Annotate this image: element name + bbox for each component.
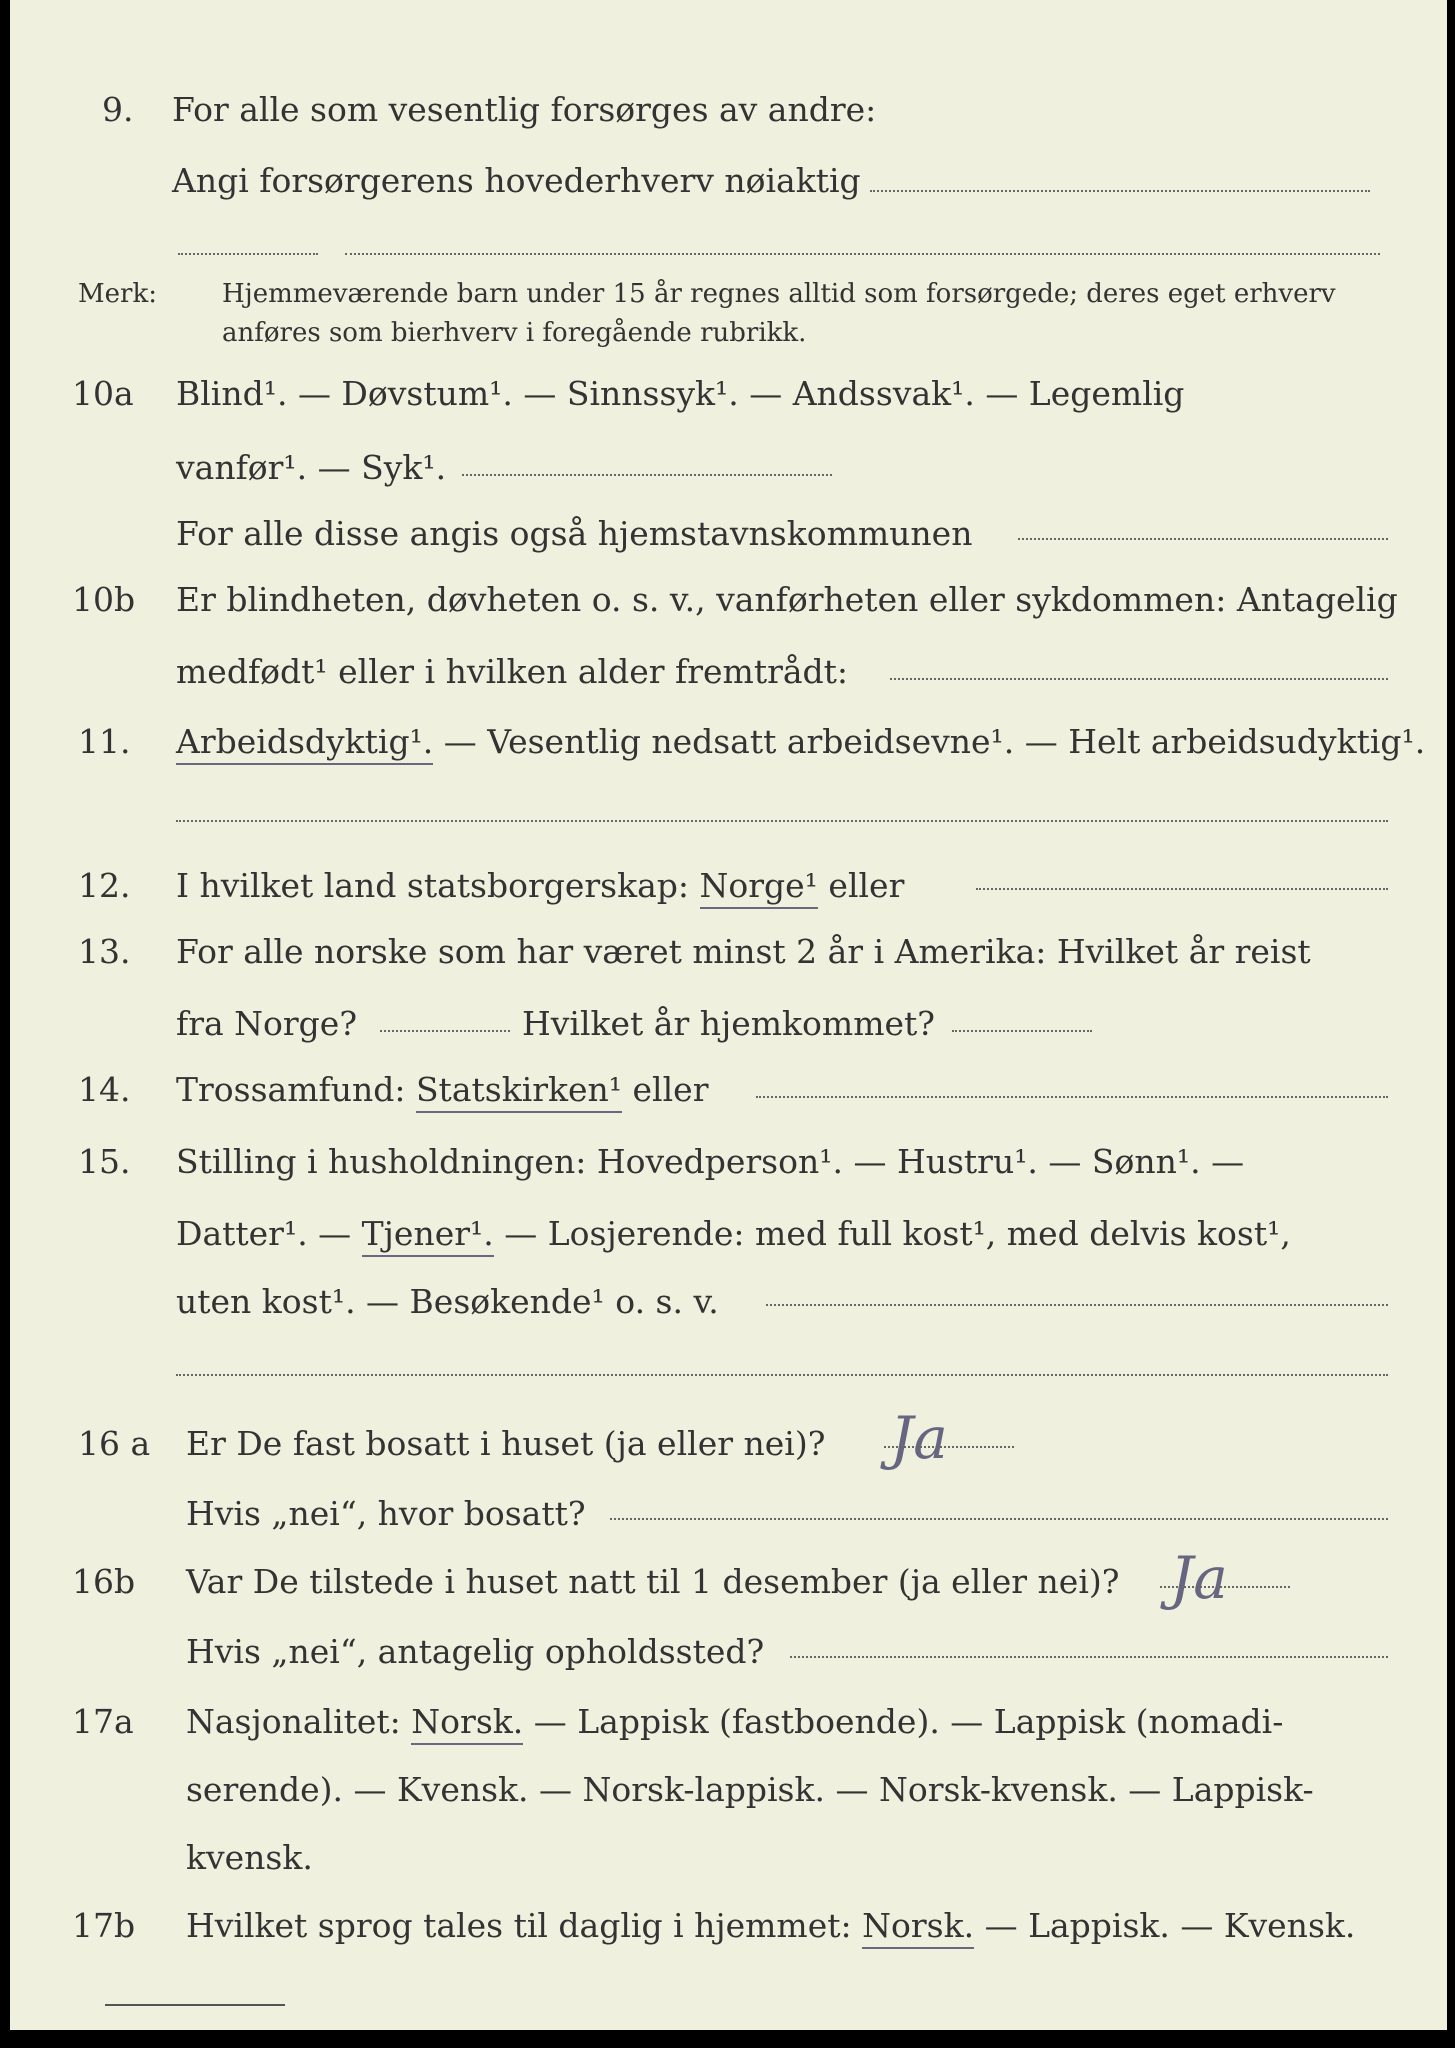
q17b-option-norsk[interactable]: Norsk.	[862, 1906, 974, 1949]
q16b-answer-line[interactable]	[1160, 1586, 1290, 1588]
q15-line2	[176, 1214, 1291, 1254]
q15-line1: Stilling i husholdningen: Hovedperson¹. — Hustru¹. — Sønn¹. —	[176, 1142, 1245, 1181]
q17a-option-norsk[interactable]: Norsk.	[411, 1702, 523, 1745]
q10b-line1: Er blindheten, døvheten o. s. v., vanførheten eller sykdommen: Antagelig	[176, 580, 1398, 619]
q16b-line1: Var De tilstede i huset natt til 1 desember (ja eller nei)?	[186, 1562, 1120, 1601]
q13-line1: For alle norske som har været minst 2 år i Amerika: Hvilket år reist	[176, 932, 1311, 971]
q16a-number: 16 a	[78, 1424, 151, 1463]
q16a-line2: Hvis „nei“, hvor bosatt?	[186, 1494, 586, 1533]
q17a-line2: serende). — Kvensk. — Norsk-lappisk. — Norsk-kvensk. — Lappisk-	[186, 1770, 1314, 1809]
q16b-number: 16b	[72, 1562, 136, 1601]
q17b-rest: — Lappisk. — Kvensk.	[984, 1906, 1356, 1945]
q16a-answer-line[interactable]	[884, 1446, 1014, 1448]
q16a-handwritten-answer[interactable]: Ja	[890, 1404, 948, 1472]
q16b-line2: Hvis „nei“, antagelig opholdssted?	[186, 1632, 765, 1671]
q15-option-tjener[interactable]: Tjener¹.	[362, 1214, 494, 1257]
q17b-prefix: Hvilket sprog tales til daglig i hjemmet:	[186, 1906, 852, 1945]
q15-number: 15.	[78, 1142, 131, 1181]
q9-line2: Angi forsørgerens hovederhverv nøiaktig	[172, 161, 861, 200]
q13-part-b: Hvilket år hjemkommet?	[522, 1004, 935, 1043]
q10b-line2: medfødt¹ eller i hvilken alder fremtrådt:	[176, 652, 849, 691]
q12-line	[176, 866, 904, 906]
q12-option-norge[interactable]: Norge¹	[700, 866, 818, 909]
q10b-answer-line[interactable]	[890, 678, 1388, 680]
q11-rest: — Vesentlig nedsatt arbeidsevne¹. — Helt arbeidsudyktig¹.	[443, 722, 1426, 761]
q10b-number: 10b	[72, 580, 136, 619]
q12-answer-line[interactable]	[976, 888, 1388, 890]
q17a-line1	[186, 1702, 1283, 1742]
q10a-line1: Blind¹. — Døvstum¹. — Sinnssyk¹. — Andssvak¹. — Legemlig	[176, 374, 1185, 413]
merk-label: Merk:	[78, 279, 157, 309]
q11-line	[176, 722, 1425, 762]
q13-year-left-line[interactable]	[380, 1030, 510, 1032]
q17a-line3: kvensk.	[186, 1838, 313, 1877]
q16a-residence-line[interactable]	[610, 1518, 1388, 1520]
merk-line1: Hjemmeværende barn under 15 år regnes alltid som forsørgede; deres eget erhverv	[222, 279, 1336, 309]
q15-line3: uten kost¹. — Besøkende¹ o. s. v.	[176, 1282, 719, 1321]
merk-line2: anføres som bierhverv i foregående rubrikk.	[222, 318, 807, 348]
q17a-number: 17a	[72, 1702, 134, 1741]
q13-number: 13.	[78, 932, 131, 971]
q10a-hjemstavn-line[interactable]	[1018, 538, 1388, 540]
q9-answer-line[interactable]	[870, 190, 1370, 192]
q15-answer-line-2[interactable]	[176, 1374, 1388, 1376]
q11-option-arbeidsdyktig[interactable]: Arbeidsdyktig¹.	[176, 722, 433, 765]
q15-line2-a: Datter¹. —	[176, 1214, 352, 1253]
footnote-rule	[105, 2004, 285, 2006]
q14-prefix: Trossamfund:	[176, 1070, 406, 1109]
q14-number: 14.	[78, 1070, 131, 1109]
q14-suffix: eller	[632, 1070, 709, 1109]
q16b-location-line[interactable]	[790, 1656, 1388, 1658]
q12-suffix: eller	[828, 866, 905, 905]
q9-answer-line-2b[interactable]	[345, 253, 1380, 255]
q15-answer-line[interactable]	[766, 1304, 1388, 1306]
q13-part-a: fra Norge?	[176, 1004, 358, 1043]
q11-answer-line[interactable]	[176, 820, 1388, 822]
q17b-line	[186, 1906, 1355, 1946]
census-form-page	[10, 0, 1447, 2030]
q12-prefix: I hvilket land statsborgerskap:	[176, 866, 690, 905]
q9-answer-line-2a[interactable]	[178, 253, 318, 255]
q17a-rest: — Lappisk (fastboende). — Lappisk (nomadi-	[533, 1702, 1284, 1741]
q10a-line2: vanfør¹. — Syk¹.	[176, 448, 447, 487]
q10a-line3: For alle disse angis også hjemstavnskommunen	[176, 514, 973, 553]
q15-line2-b: — Losjerende: med full kost¹, med delvis kost¹,	[504, 1214, 1291, 1253]
q16b-handwritten-answer[interactable]: Ja	[1170, 1544, 1228, 1612]
q14-option-statskirken[interactable]: Statskirken¹	[416, 1070, 622, 1113]
q10a-answer-line[interactable]	[462, 474, 832, 476]
q9-line1: For alle som vesentlig forsørges av andre:	[172, 90, 877, 129]
q11-number: 11.	[78, 722, 131, 761]
q12-number: 12.	[78, 866, 131, 905]
q13-year-returned-line[interactable]	[952, 1030, 1092, 1032]
q17b-number: 17b	[72, 1906, 136, 1945]
q10a-number: 10a	[72, 374, 134, 413]
q9-number: 9.	[102, 90, 134, 129]
q16a-line1: Er De fast bosatt i huset (ja eller nei)?	[186, 1424, 826, 1463]
q14-answer-line[interactable]	[756, 1096, 1388, 1098]
q17a-prefix: Nasjonalitet:	[186, 1702, 401, 1741]
q14-line	[176, 1070, 708, 1110]
